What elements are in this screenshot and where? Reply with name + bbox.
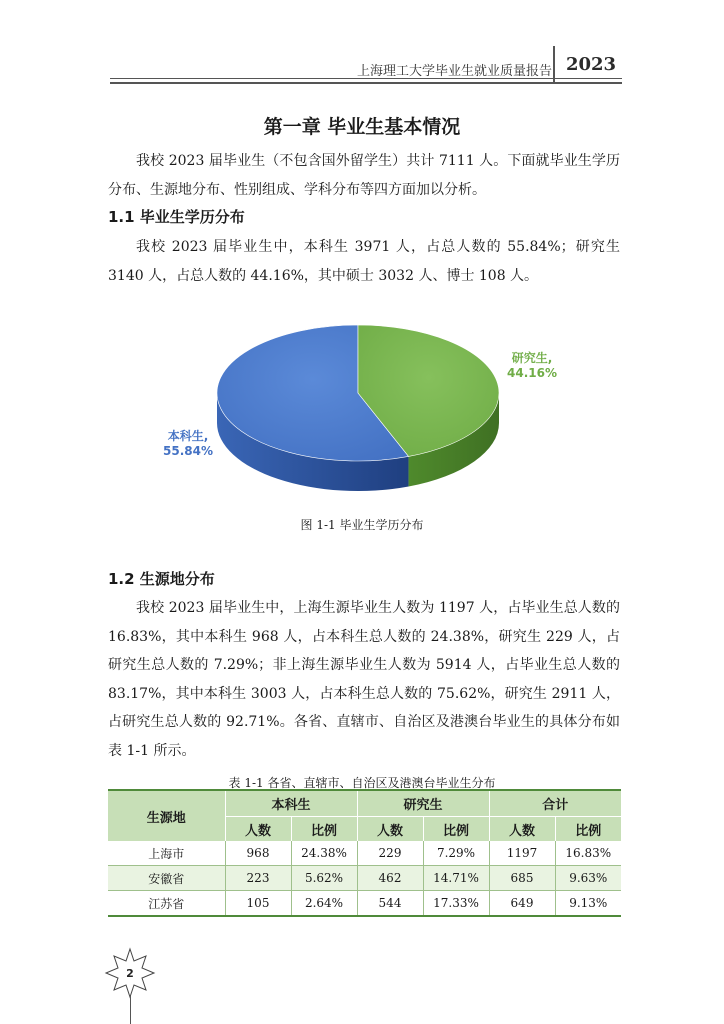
section-1-2-paragraph: [108, 594, 620, 765]
table-cell: 7.29%: [423, 841, 489, 866]
section-1-1-paragraph: [108, 233, 620, 290]
page-number-badge: [104, 947, 156, 999]
pie-label-undergrad-name: 本科生,: [167, 429, 209, 443]
header-region: 生源地: [108, 790, 225, 841]
subheader-ratio: 比例: [291, 817, 357, 842]
table-cell: 462: [357, 866, 423, 891]
table-cell: 5.62%: [291, 866, 357, 891]
report-header-title: 上海理工大学毕业生就业质量报告: [356, 64, 552, 79]
table-cell: 223: [225, 866, 291, 891]
figure-caption: 图 1-1 毕业生学历分布: [300, 518, 424, 532]
education-pie-chart: [0, 308, 724, 508]
intro-text: 我校 2023 届毕业生（不包含国外留学生）共计 7111 人。下面就毕业生学历分布、生源地分布、性别组成、学科分布等四方面加以分析。: [108, 153, 620, 198]
table-cell: 649: [489, 891, 555, 917]
table-cell: 968: [225, 841, 291, 866]
header-group-total: 合计: [489, 790, 621, 817]
table-cell: 16.83%: [555, 841, 621, 866]
table-cell: 24.38%: [291, 841, 357, 866]
intro-paragraph: [108, 147, 620, 204]
pie-label-postgrad-value: 44.16%: [507, 366, 557, 380]
table-cell: 544: [357, 891, 423, 917]
subheader-count: 人数: [489, 817, 555, 842]
pie-label-postgrad-name: 研究生,: [511, 351, 553, 365]
table-row: [108, 866, 621, 891]
table-cell: 2.64%: [291, 891, 357, 917]
cell-region: 安徽省: [108, 866, 225, 891]
table-row: [108, 891, 621, 917]
cell-region: 上海市: [108, 841, 225, 866]
table-cell: 17.33%: [423, 891, 489, 917]
table-cell: 229: [357, 841, 423, 866]
footer-rule: [130, 996, 131, 1024]
subheader-count: 人数: [357, 817, 423, 842]
subheader-count: 人数: [225, 817, 291, 842]
header-separator: [553, 46, 555, 82]
origin-distribution-table: [108, 789, 621, 917]
table-cell: 14.71%: [423, 866, 489, 891]
header-rule: [110, 78, 622, 79]
subheader-ratio: 比例: [423, 817, 489, 842]
section-1-2-title: 1.2 生源地分布: [108, 570, 215, 588]
subheader-ratio: 比例: [555, 817, 621, 842]
header-group-postgrad: 研究生: [357, 790, 489, 817]
section-1-2-text: 我校 2023 届毕业生中，上海生源毕业生人数为 1197 人，占毕业生总人数的 16.83%，其中本科生 968 人，占本科生总人数的 24.38%，研究生 229 人，占研究生总人数的 7.29%；非上海生源毕业生人数为 5914 人，占毕业生总人数的 83.17%，其中本科生 3003 人，占本科生总人数的 75.62%，研究生 2911 人，占研究生总人数的 92.71%。各省、直辖市、自治区及港澳台毕业生的具体分布如表 1-1 所示。: [108, 600, 620, 759]
chapter-title: 第一章 毕业生基本情况: [263, 116, 461, 138]
table-cell: 1197: [489, 841, 555, 866]
table-cell: 105: [225, 891, 291, 917]
report-year: 2023: [565, 54, 617, 75]
table-cell: 685: [489, 866, 555, 891]
page-number: 2: [126, 967, 134, 980]
table-caption: 表 1-1 各省、直辖市、自治区及港澳台毕业生分布: [228, 776, 496, 790]
header-rule-thick: [110, 82, 622, 84]
table-cell: 9.13%: [555, 891, 621, 917]
section-1-1-title: 1.1 毕业生学历分布: [108, 208, 245, 226]
table-row: [108, 841, 621, 866]
cell-region: 江苏省: [108, 891, 225, 917]
header-group-undergrad: 本科生: [225, 790, 357, 817]
table-cell: 9.63%: [555, 866, 621, 891]
section-1-1-text: 我校 2023 届毕业生中，本科生 3971 人，占总人数的 55.84%；研究生 3140 人，占总人数的 44.16%，其中硕士 3032 人、博士 108 人。: [108, 239, 620, 284]
pie-label-undergrad-value: 55.84%: [163, 444, 213, 458]
